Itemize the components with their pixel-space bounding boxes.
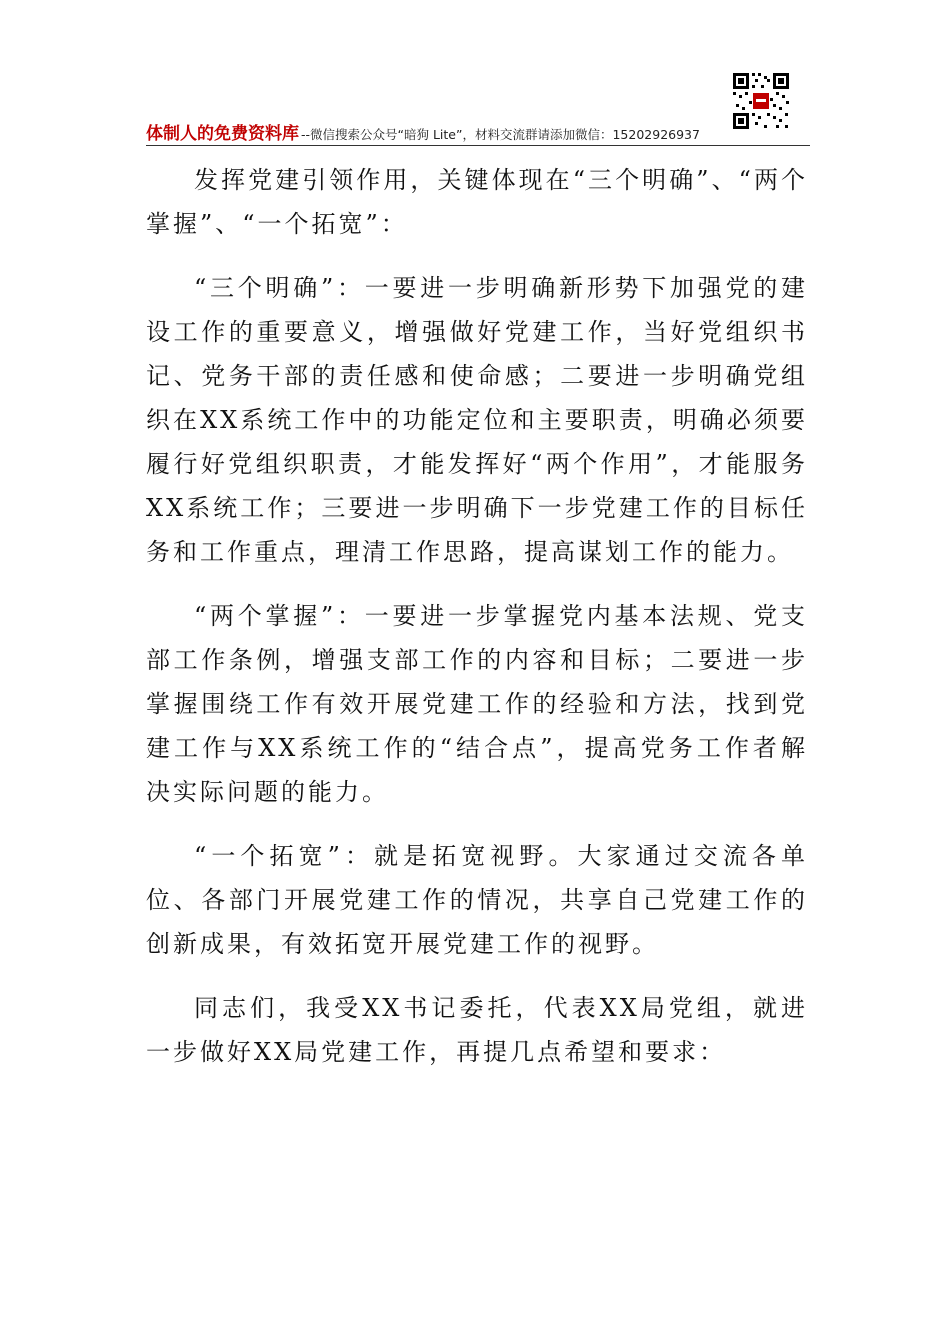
- paragraph-requirements: 同志们，我受XX书记委托，代表XX局党组，就进一步做好XX局党建工作，再提几点希望和要求：: [146, 994, 808, 1066]
- paragraph-three-clarifications: “三个明确”：一要进一步明确新形势下加强党的建设工作的重要意义，增强做好党建工作，当好党组织书记、党务干部的责任感和使命感；二要进一步明确党组织在XX系统工作中的功能定位和主要职责，明确必须要履行好党组织职责，才能发挥好“两个作用”，才能服务XX系统工作；三要进一步明确下一步党建工作的目标任务和工作重点，理清工作思路，提高谋划工作的能力。: [146, 274, 808, 566]
- header-note: --微信搜索公众号“暗狗 Lite”，材料交流群请添加微信：15202926937: [301, 127, 700, 142]
- document-body: [146, 158, 808, 1094]
- page-header: [146, 118, 810, 146]
- paragraph-intro: 发挥党建引领作用，关键体现在“三个明确”、“两个掌握”、“一个拓宽”：: [146, 166, 808, 238]
- header-divider: [146, 145, 810, 146]
- paragraph-two-masteries: “两个掌握”：一要进一步掌握党内基本法规、党支部工作条例，增强支部工作的内容和目标；二要进一步掌握围绕工作有效开展党建工作的经验和方法，找到党建工作与XX系统工作的“结合点”，提高党务工作者解决实际问题的能力。: [146, 602, 808, 806]
- paragraph-one-broadening: “一个拓宽”：就是拓宽视野。大家通过交流各单位、各部门开展党建工作的情况，共享自己党建工作的创新成果，有效拓宽开展党建工作的视野。: [146, 842, 808, 958]
- header-brand: 体制人的免费资料库: [146, 124, 299, 144]
